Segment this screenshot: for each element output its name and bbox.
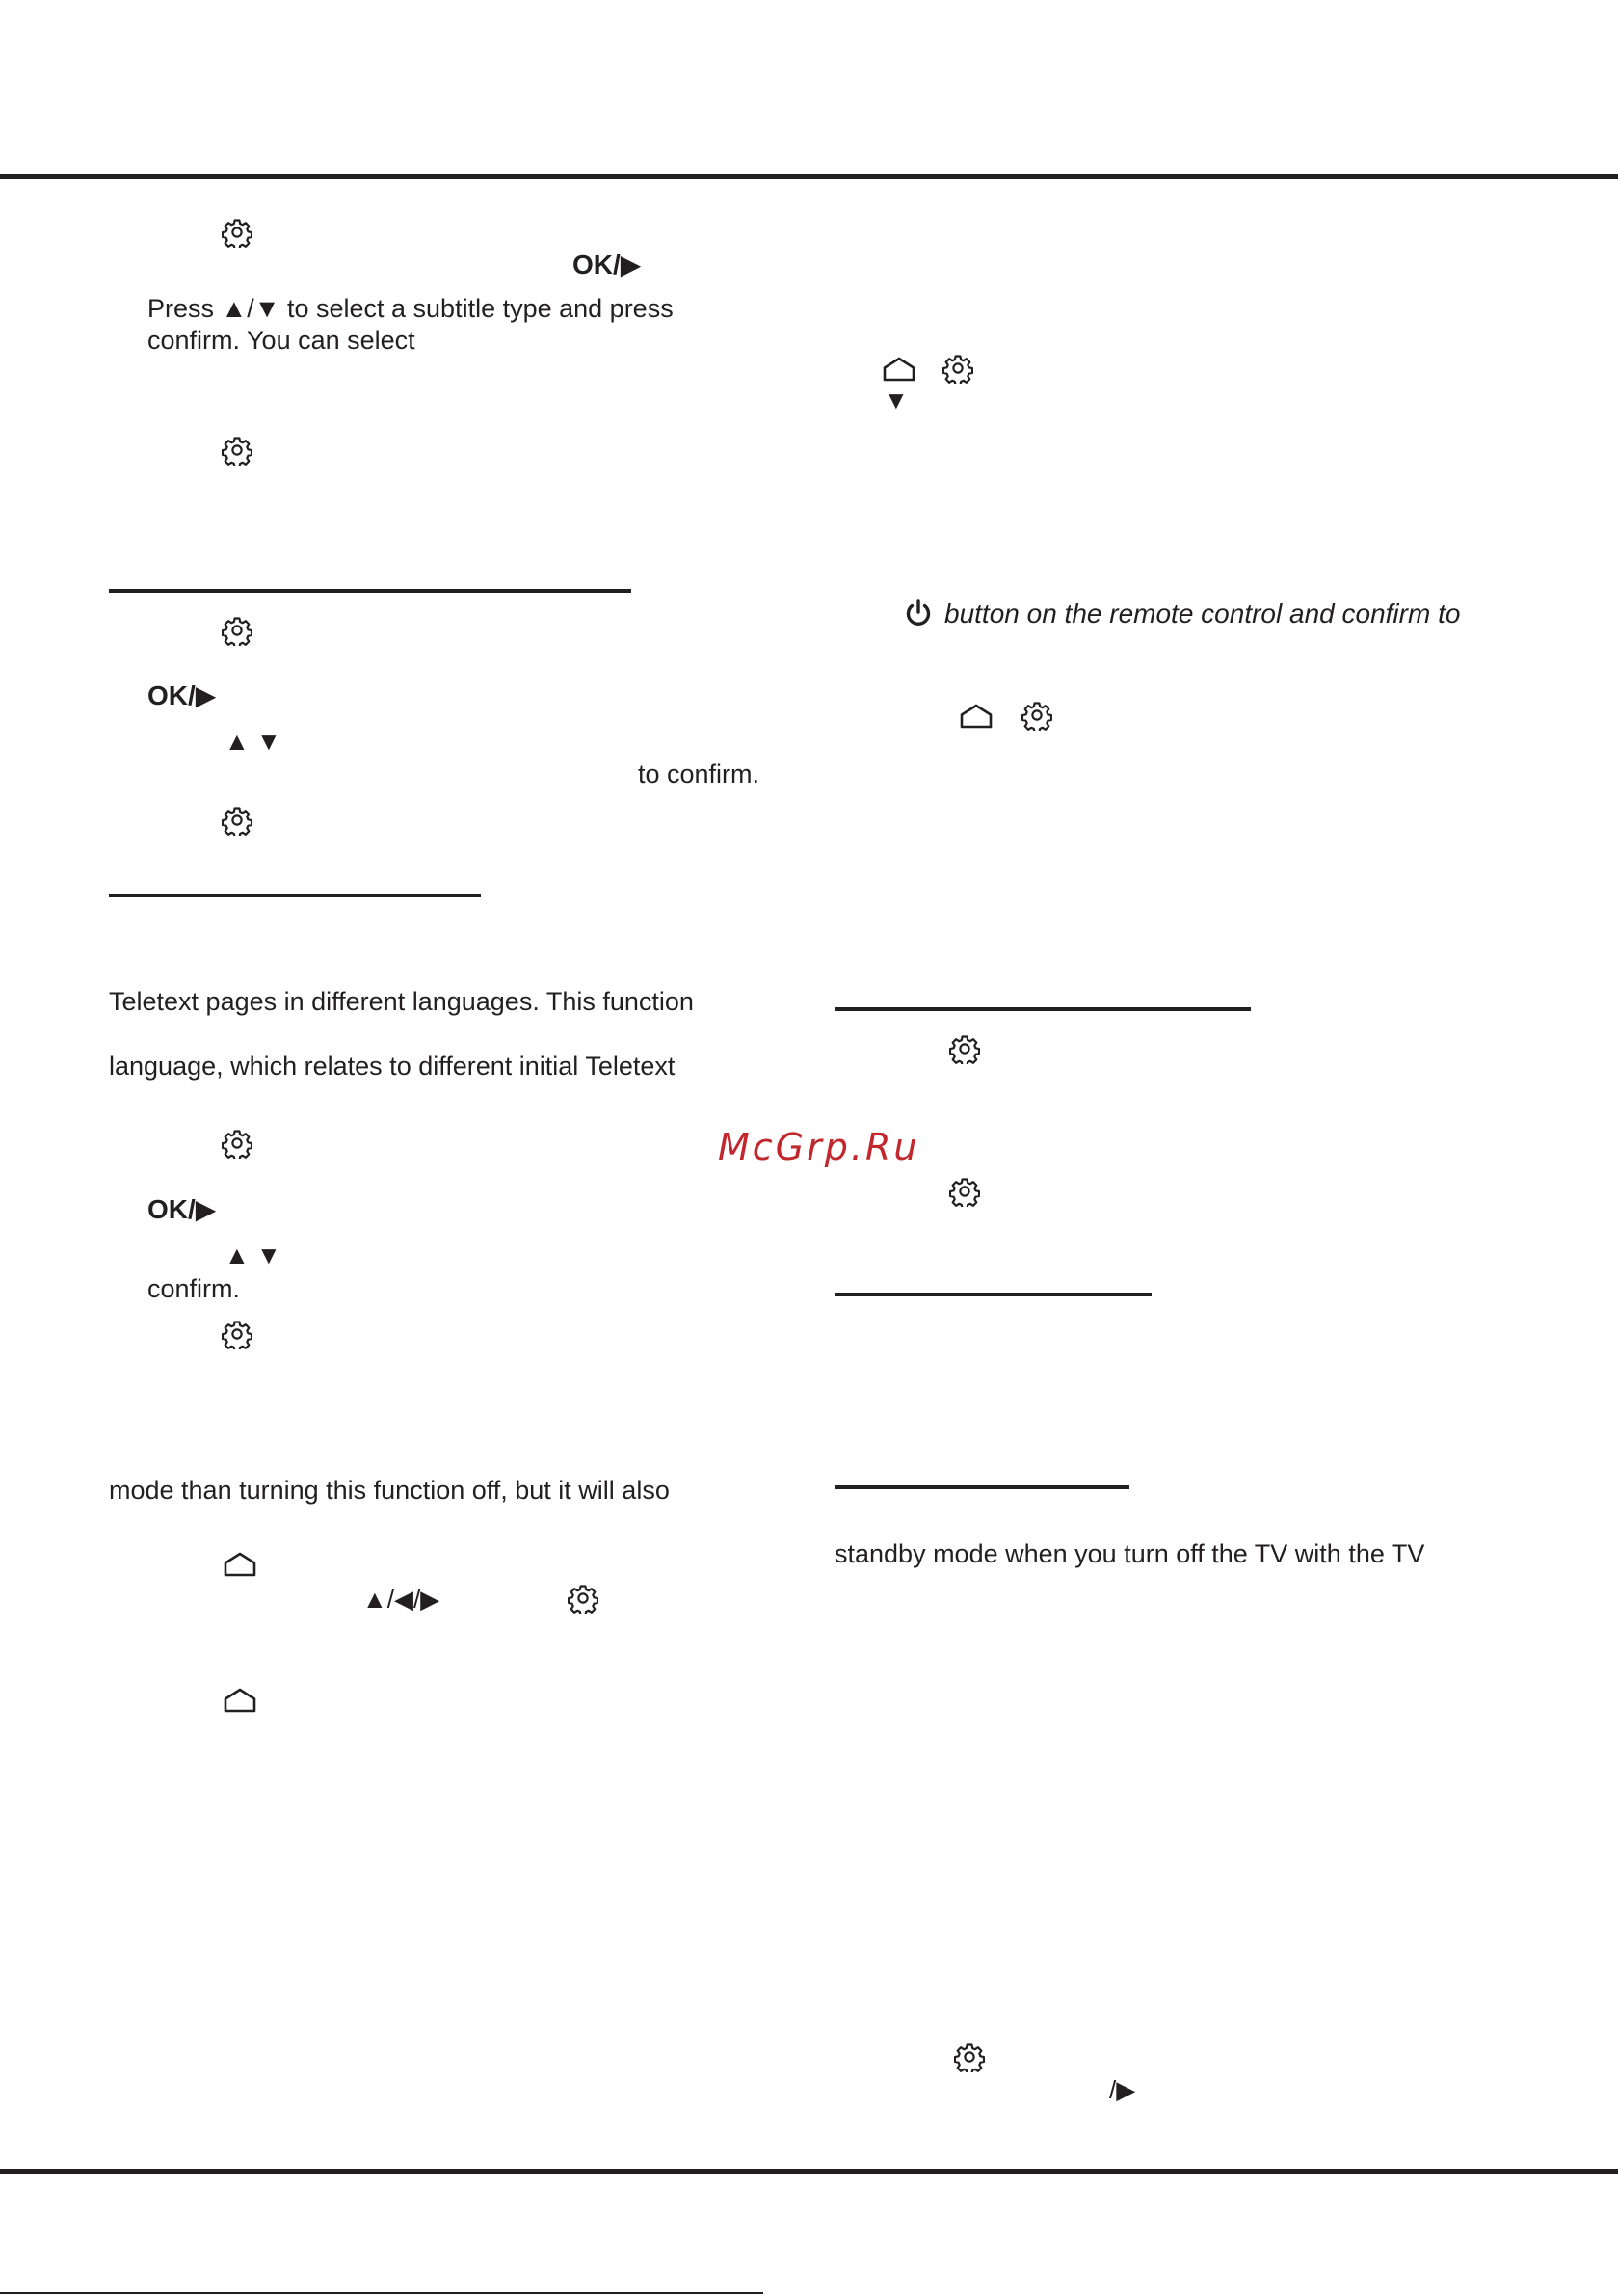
home-icon: [959, 703, 994, 730]
gear-icon: [222, 1128, 252, 1159]
standby-mode-line: standby mode when you turn off the TV with the TV: [835, 1539, 1425, 1568]
gear-icon: [942, 353, 973, 384]
section-rule: [835, 1485, 1129, 1489]
section-rule: [109, 894, 481, 897]
ok-play-label: OK/▶: [147, 1194, 217, 1224]
gear-icon: [954, 2042, 985, 2072]
power-icon: [903, 598, 934, 628]
subtitle-confirm-line: confirm. You can select: [147, 326, 415, 355]
bottom-edge-line: [0, 2292, 763, 2294]
home-icon: [223, 1551, 257, 1578]
up-down-arrows: ▲ ▼: [225, 727, 281, 756]
navigation-arrows: ▲/◀/▶: [362, 1585, 440, 1614]
header-rule: [0, 174, 1618, 179]
home-icon: [882, 356, 916, 383]
gear-icon: [949, 1033, 980, 1064]
power-button-line: button on the remote control and confirm to: [944, 599, 1461, 628]
footer-rule: [0, 2169, 1618, 2174]
section-rule: [835, 1293, 1152, 1296]
up-down-arrows: ▲ ▼: [225, 1241, 281, 1269]
gear-icon: [222, 1319, 252, 1349]
down-arrow: ▼: [884, 386, 909, 414]
gear-icon: [949, 1176, 980, 1207]
section-rule: [109, 589, 631, 593]
confirm-text: confirm.: [147, 1274, 241, 1303]
slash-play-arrow: /▶: [1109, 2075, 1136, 2104]
ok-play-label: OK/▶: [572, 250, 642, 280]
gear-icon: [1021, 700, 1052, 731]
section-rule: [835, 1007, 1251, 1011]
mode-function-line: mode than turning this function off, but it will also: [109, 1476, 670, 1505]
gear-icon: [222, 217, 252, 248]
home-icon: [223, 1687, 257, 1714]
gear-icon: [222, 615, 252, 646]
gear-icon: [568, 1583, 598, 1614]
teletext-language-line: language, which relates to different initial Teletext: [109, 1052, 676, 1081]
teletext-pages-line: Teletext pages in different languages. This function: [109, 987, 694, 1016]
to-confirm-text: to confirm.: [638, 760, 760, 788]
subtitle-press-line: Press ▲/▼ to select a subtitle type and press: [147, 294, 674, 323]
watermark: McGrp.Ru: [718, 1126, 920, 1168]
gear-icon: [222, 805, 252, 836]
ok-play-label: OK/▶: [147, 681, 217, 710]
gear-icon: [222, 435, 252, 466]
